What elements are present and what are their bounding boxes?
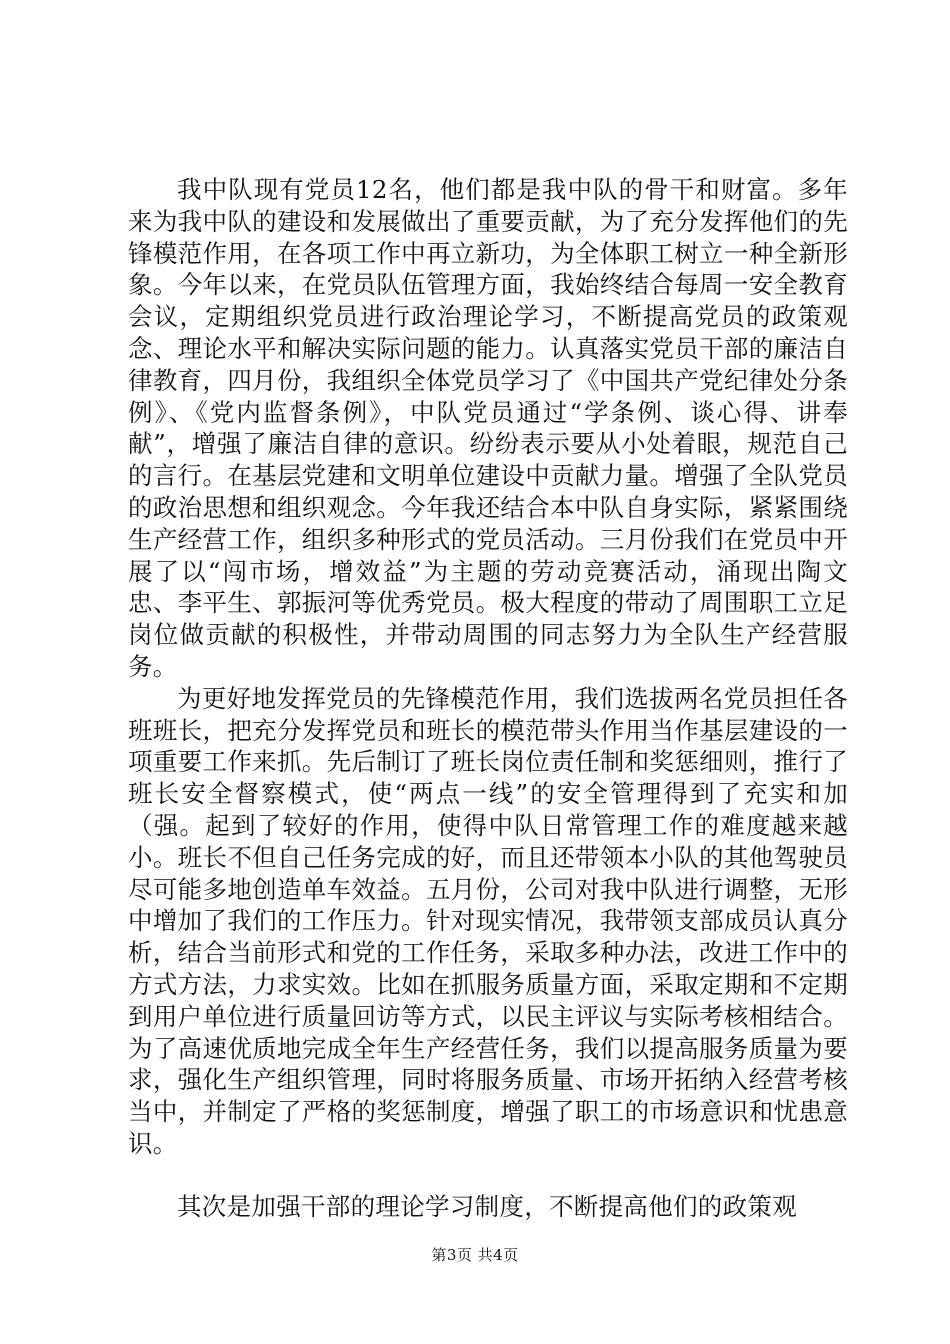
paragraph-cadre-study: 其次是加强干部的理论学习制度，不断提高他们的政策观 xyxy=(177,1191,797,1221)
document-body xyxy=(128,174,848,1223)
paragraph-team-leaders: 为更好地发挥党员的先锋模范作用，我们选拔两名党员担任各班班长，把充分发挥党员和班长的模范带头作用当作基层建设的一项重要工作来抓。先后制订了班长岗位责任制和奖惩细则，推行了班长安全督察模式，使“两点一线”的安全管理得到了充实和加（强。起到了较好的作用，使得中队日常管理工作的难度越来越小。班长不但自己任务完成的好，而且还带领本小队的其他驾驶员尽可能多地创造单车效益。五月份，公司对我中队进行调整，无形中增加了我们的工作压力。针对现实情况，我带领支部成员认真分析，结合当前形式和党的工作任务，采取多种办法，改进工作中的方式方法，力求实效。比如在抓服务质量方面，采取定期和不定期到用户单位进行质量回访等方式，以民主评议与实际考核相结合。为了高速优质地完成全年生产经营任务，我们以提高服务质量为要求，强化生产组织管理，同时将服务质量、市场开拓纳入经营考核当中，并制定了严格的奖惩制度，增强了职工的市场意识和忧患意识。 xyxy=(128,683,848,1158)
page-footer: 第3页 共4页 xyxy=(431,1246,519,1264)
paragraph-party-members: 我中队现有党员12名，他们都是我中队的骨干和财富。多年来为我中队的建设和发展做出了重要贡献，为了充分发挥他们的先锋模范作用，在各项工作中再立新功，为全体职工树立一种全新形象。今年以来，在党员队伍管理方面，我始终结合每周一安全教育会议，定期组织党员进行政治理论学习，不断提高党员的政策观念、理论水平和解决实际问题的能力。认真落实党员干部的廉洁自律教育，四月份，我组织全体党员学习了《中国共产党纪律处分条例》、《党内监督条例》，中队党员通过“学条例、谈心得、讲奉献”，增强了廉洁自律的意识。纷纷表示要从小处着眼，规范自己的言行。在基层党建和文明单位建设中贡献力量。增强了全队党员的政治思想和组织观念。今年我还结合本中队自身实际，紧紧围绕生产经营工作，组织多种形式的党员活动。三月份我们在党员中开展了以“闯市场，增效益”为主题的劳动竞赛活动，涌现出陶文忠、李平生、郭振河等优秀党员。极大程度的带动了周围职工立足岗位做贡献的积极性，并带动周围的同志努力为全队生产经营服务。 xyxy=(128,175,848,681)
